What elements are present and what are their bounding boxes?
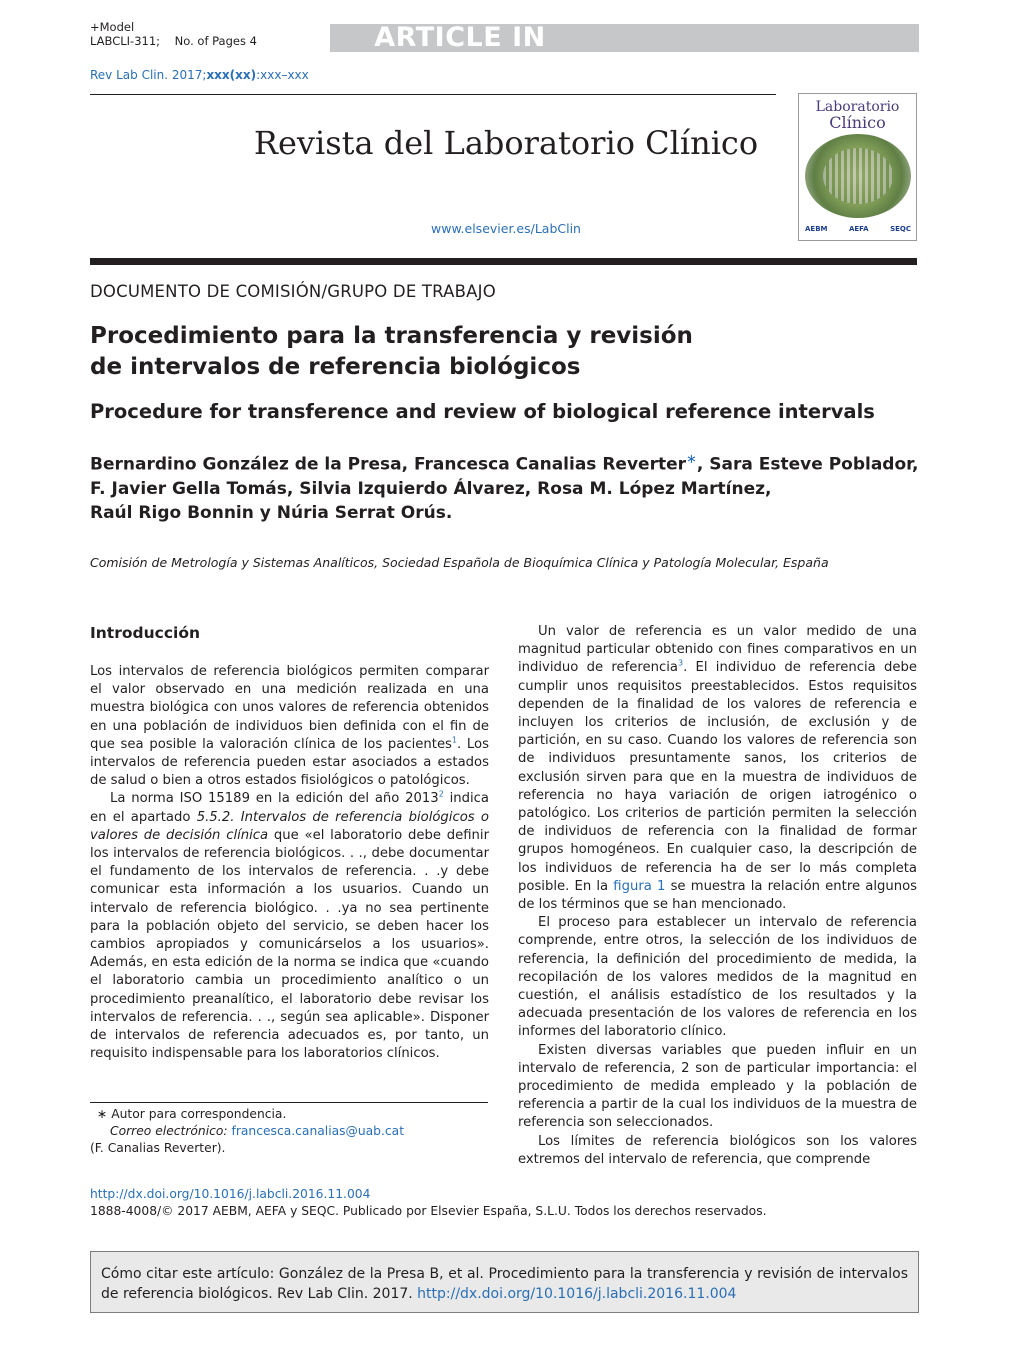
paragraph-text: Los intervalos de referencia biológicos permiten comparar el valor observado en una medición realizada en una muestra biológica con unos valores de referencia obtenidos en una población de individuos bien definida con el fin de que sea posible la valoración clínica de los pacientes [90,664,489,752]
document-type: DOCUMENTO DE COMISIÓN/GRUPO DE TRABAJO [90,282,496,301]
paragraph-text: . Los intervalos de referencia pueden estar asociados a estados de salud o bien a otros estados fisiológicos o patológicos. [90,736,489,789]
cover-photo [805,134,911,218]
journal-cover-image [798,93,917,241]
citation-box [90,1251,919,1313]
cover-title-line2: Clínico [829,113,886,132]
status-label: ARTICLE IN PRESS [374,22,546,84]
paragraph-text: que «el laboratorio debe definir los intervalos de referencia biológicos. . ., debe documentar el fundamento de los intervalos de referencia. . .y debe comunicar esta información a los usuarios. Cuando un intervalo de referencia biológico. . .ya no sea pertinente para la población objeto del servicio, se deben hacer los cambios apropiados y comunicárselos a los usuarios». Además, en esta edición de la norma se indica que «cuando el laboratorio cambia un procedimiento analítico o un procedimiento preanalítico, el laboratorio debe revisar los intervalos de referencia. . ., según sea aplicable». Disponer de intervalos de referencia adecuados es, por tanto, un requisito indispensable para los laboratorios clínicos. [90,827,489,1062]
footnote [90,1106,404,1157]
footnote-name: (F. Canalias Reverter). [90,1141,226,1155]
masthead-divider [90,258,917,265]
left-column [90,663,489,1063]
paragraph: El proceso para establecer un intervalo de referencia comprende, entre otros, la selección de los individuos de referencia, la definición del procedimiento de medida, la recopilación de los valores medidos de la magnitud en cuestión, el análisis estadístico de los resultados y la adecuada presentación de los valores de referencia en los informes del laboratorio clínico. [518,915,917,1040]
right-column [518,623,917,1169]
journal-title: Revista del Laboratorio Clínico [253,124,759,162]
reference-link[interactable]: 2 [438,790,444,800]
journal-citation[interactable] [90,68,309,82]
logo-seqc: SEQC [890,225,911,233]
copyright: 1888-4008/© 2017 AEBM, AEFA y SEQC. Publicado por Elsevier España, S.L.U. Todos los derechos reservados. [90,1204,767,1218]
article-id: LABCLI-311; [90,34,161,48]
paragraph [90,663,489,790]
cover-title [799,100,916,130]
citation-prefix: Rev Lab Clin. 2017; [90,68,207,82]
footnote-divider [90,1102,488,1103]
paragraph-text: Un valor de referencia es un valor medido de una magnitud particular obtenido con fines comparativos en un individuo de referencia [518,624,917,676]
corresponding-author-mark[interactable]: ∗ [686,452,697,467]
header-divider [90,94,776,95]
article-title-es [90,321,693,383]
paragraph: Existen diversas variables que pueden influir en un intervalo de referencia, 2 son de particular importancia: el procedimiento de medida empleado y la población de referencia a partir de la cual los individuos de la muestra de referencia son seleccionados. [518,1042,917,1131]
authors-line1-end: , Sara Esteve Poblador, [696,454,919,475]
footnote-email-line [90,1123,404,1140]
paragraph: Los límites de referencia biológicos son los valores extremos del intervalo de referencia, que comprende [518,1133,917,1167]
model-label: +Model [90,20,135,34]
page-count: No. of Pages 4 [174,34,257,48]
doi-link[interactable]: http://dx.doi.org/10.1016/j.labcli.2016.11.004 [90,1187,371,1201]
cover-title-line1: Laboratorio [815,99,900,115]
citation-pages: :xxx–xxx [256,68,309,82]
reference-link[interactable]: 3 [677,659,684,669]
paragraph [518,623,917,914]
paragraph-text: se muestra la relación entre algunos de los términos que se han mencionado. [518,878,918,913]
title-es-line2: de intervalos de referencia biológicos [90,354,581,380]
section-reference: 5.5.2. Intervalos de referencia biológicos o valores de decisión clínica [90,809,489,843]
authors-line1-text: Bernardino González de la Presa, Francesca Canalias Reverter [90,454,686,475]
figure-link[interactable]: figura 1 [613,878,666,894]
paragraph-text: indica en el apartado [90,791,489,825]
reference-link[interactable]: 1 [451,735,458,745]
citation-text: Cómo citar este artículo: González de la Presa B, et al. Procedimiento para la transferencia y revisión de intervalos de referencia biológicos. Rev Lab Clin. 2017. [101,1266,908,1302]
authors-line2: F. Javier Gella Tomás, Silvia Izquierdo Álvarez, Rosa M. López Martínez, [90,478,772,499]
authors-line3: Raúl Rigo Bonnin y Núria Serrat Orús. [90,502,453,523]
article-meta [90,20,257,48]
paragraph [90,790,489,1063]
author-list [90,448,919,525]
paragraph-text: . El individuo de referencia debe cumplir unos requisitos preestablecidos. Estos requisitos dependen de la finalidad de los valores de referencia e incluyen los criterios de inclusión, de exclusión y de partición, en su caso. Cuando los valores de referencia son de individuos presuntamente sanos, los criterios de exclusión sirven para que en la muestra de individuos de referencia no haya variación de origen iatrogénico o patológico. Los criterios de partición permiten la selección de individuos de referencia con la finalidad de formar grupos homogéneos. En cualquier caso, la descripción de los individuos de referencia ha de ser lo más completa posible. En la [518,660,917,894]
email-link[interactable]: francesca.canalias@uab.cat [231,1124,405,1138]
citation-volume: xxx(xx) [206,68,257,82]
logo-aefa: AEFA [848,225,869,233]
journal-url-link[interactable]: www.elsevier.es/LabClin [431,221,581,236]
citation-doi-link[interactable]: http://dx.doi.org/10.1016/j.labcli.2016.11.004 [417,1286,737,1302]
cover-logos [803,222,913,236]
section-heading: Introducción [90,624,201,642]
logo-aebm: AEBM [805,225,828,233]
title-es-line1: Procedimiento para la transferencia y revisión [90,323,693,349]
paragraph-text: La norma ISO 15189 en la edición del año 2013 [110,791,439,807]
footnote-star-line: ∗ Autor para correspondencia. [97,1107,287,1121]
affiliation: Comisión de Metrología y Sistemas Analíticos, Sociedad Española de Bioquímica Clínica y Patología Molecular, España [90,555,829,570]
article-id-line [90,34,257,48]
article-title-en: Procedure for transference and review of biological reference intervals [90,400,875,423]
email-label: Correo electrónico: [110,1124,228,1138]
authors-line1 [90,448,919,477]
